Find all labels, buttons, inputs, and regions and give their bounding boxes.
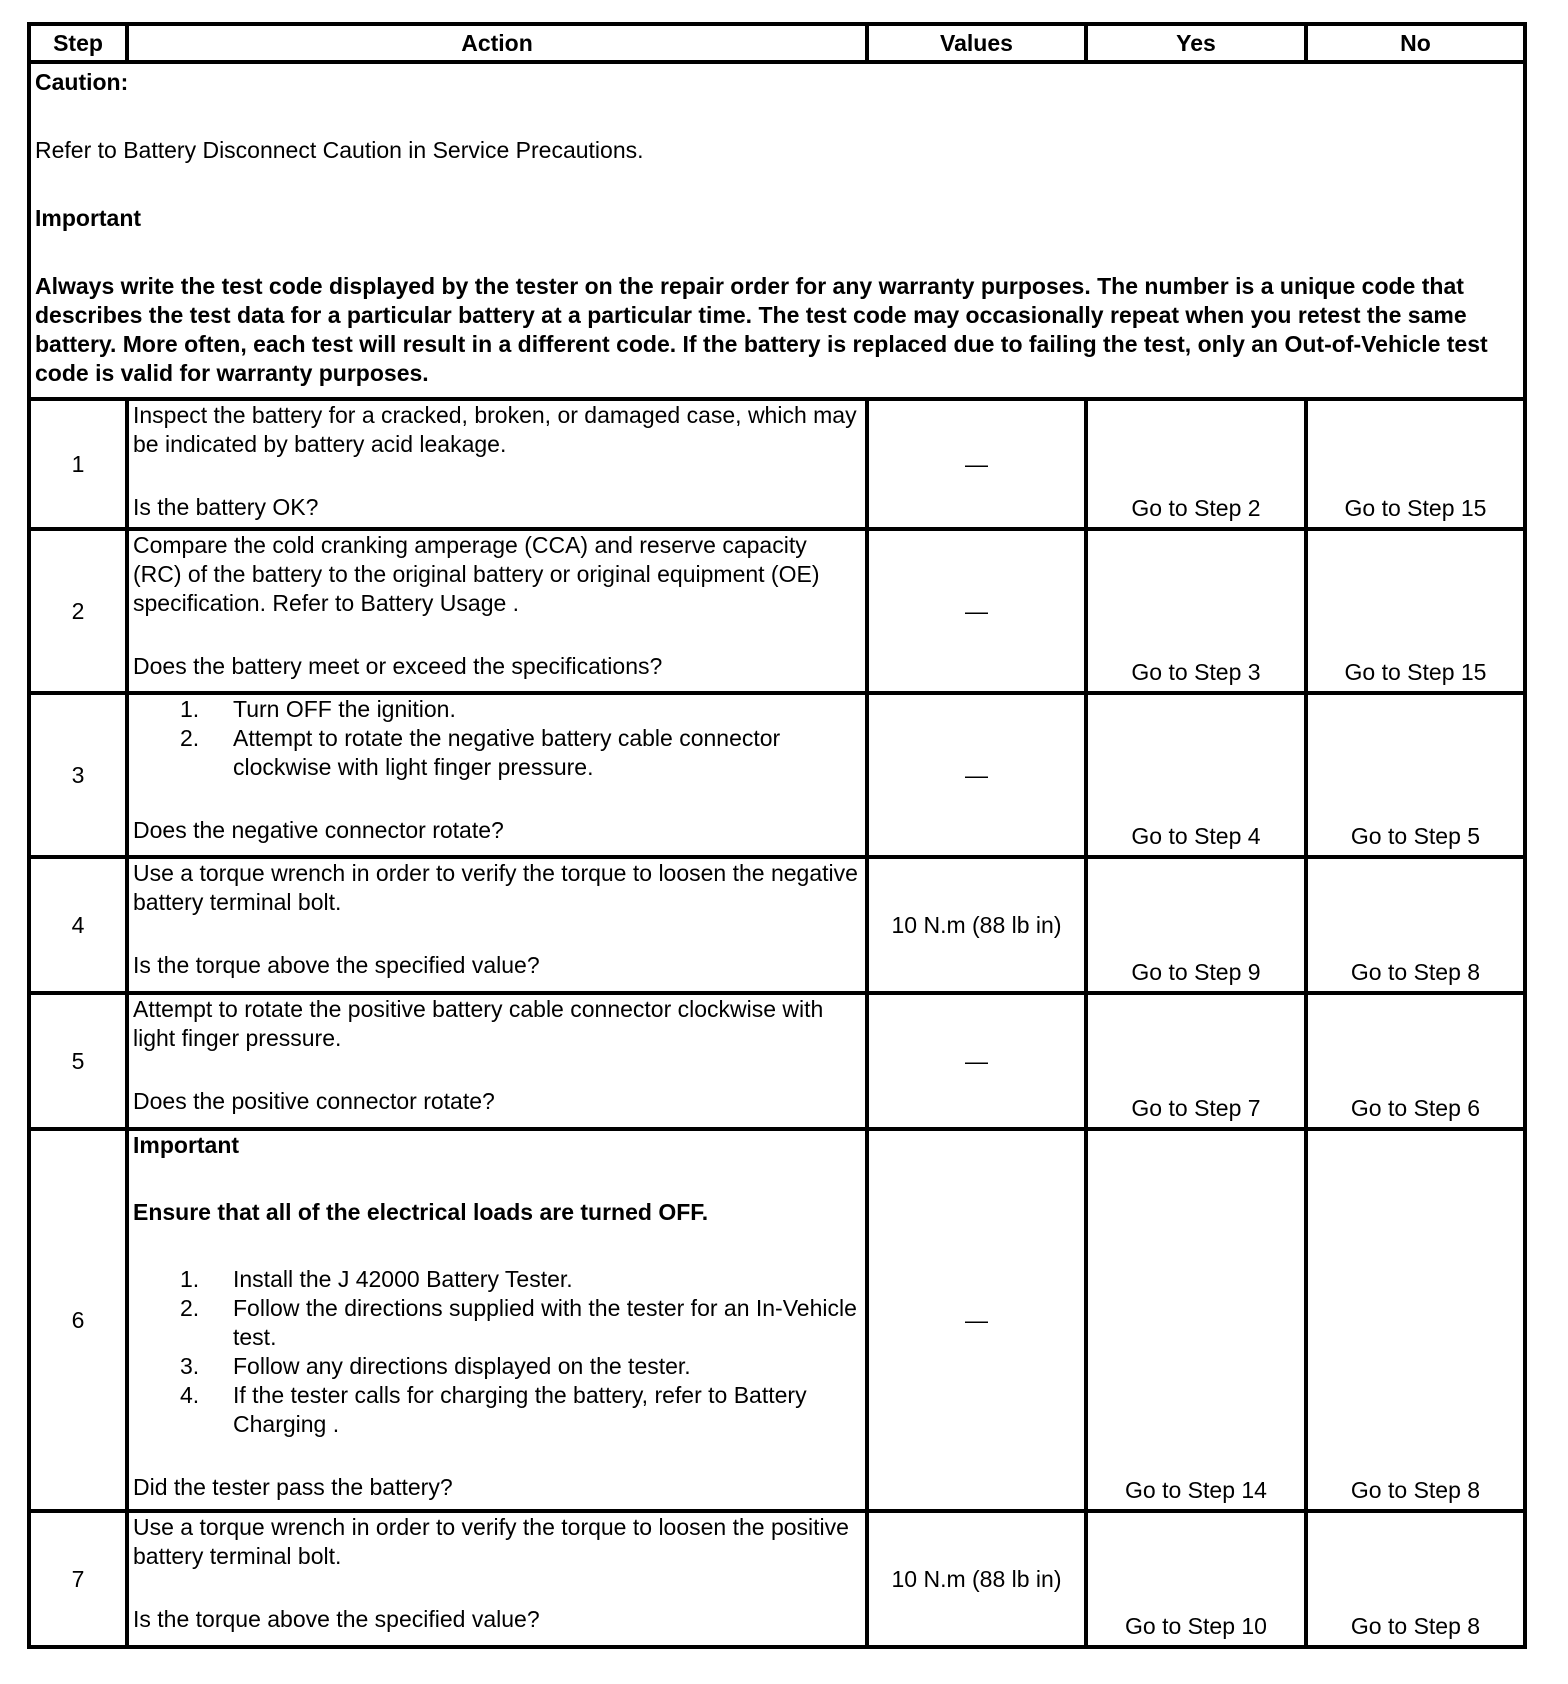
- yes-cell: Go to Step 10: [1086, 1511, 1306, 1647]
- value-cell: —: [867, 1129, 1086, 1511]
- yes-cell: Go to Step 3: [1086, 529, 1306, 693]
- step-row: [29, 857, 1525, 993]
- action-cell: [127, 1511, 867, 1647]
- action-cell: [127, 857, 867, 993]
- header-no: No: [1306, 24, 1525, 62]
- no-cell: Go to Step 15: [1306, 399, 1525, 529]
- list-item: [180, 695, 861, 724]
- step-number: 6: [29, 1129, 127, 1511]
- action-text: Use a torque wrench in order to verify the torque to loosen the positive battery terminal bolt.: [133, 1514, 849, 1569]
- step-number: 4: [29, 857, 127, 993]
- important-text: Always write the test code displayed by the tester on the repair order for any warranty purposes. The number is a unique code that describes the test data for a particular battery at a particular time. The test code may occasionally repeat when you retest the same battery. More often, each test will result in a different code. If the battery is replaced due to failing the test, only an Out-of-Vehicle test code is valid for warranty purposes.: [35, 273, 1488, 386]
- list-item-text: Follow the directions supplied with the tester for an In-Vehicle test.: [233, 1295, 857, 1350]
- list-item-text: Follow any directions displayed on the tester.: [233, 1353, 691, 1379]
- action-question: Does the negative connector rotate?: [133, 817, 504, 843]
- important-text: Ensure that all of the electrical loads are turned OFF.: [133, 1199, 709, 1225]
- value-cell: 10 N.m (88 lb in): [867, 857, 1086, 993]
- list-item: [180, 1352, 861, 1381]
- list-item: [180, 724, 861, 782]
- action-cell: [127, 399, 867, 529]
- caution-title: Caution:: [35, 69, 129, 95]
- step-row: [29, 529, 1525, 693]
- caution-row: [29, 62, 1525, 399]
- step-number: 1: [29, 399, 127, 529]
- yes-cell: Go to Step 2: [1086, 399, 1306, 529]
- value-cell: —: [867, 693, 1086, 857]
- header-yes: Yes: [1086, 24, 1306, 62]
- action-list: [133, 1265, 861, 1439]
- diagnostic-table: [27, 22, 1527, 1649]
- no-cell: Go to Step 8: [1306, 1511, 1525, 1647]
- action-question: Is the torque above the specified value?: [133, 952, 540, 978]
- list-item-number: 4.: [180, 1382, 200, 1408]
- action-question: Did the tester pass the battery?: [133, 1474, 453, 1500]
- list-item-text: Turn OFF the ignition.: [233, 696, 456, 722]
- yes-cell: Go to Step 7: [1086, 993, 1306, 1129]
- step-number: 5: [29, 993, 127, 1129]
- step-row: [29, 399, 1525, 529]
- yes-cell: Go to Step 9: [1086, 857, 1306, 993]
- action-question: Is the torque above the specified value?: [133, 1606, 540, 1632]
- caution-cell: [29, 62, 1525, 399]
- no-cell: Go to Step 6: [1306, 993, 1525, 1129]
- yes-cell: Go to Step 14: [1086, 1129, 1306, 1511]
- step-number: 7: [29, 1511, 127, 1647]
- list-item-text: Install the J 42000 Battery Tester.: [233, 1266, 573, 1292]
- list-item-text: Attempt to rotate the negative battery cable connector clockwise with light finger pressure.: [233, 725, 781, 780]
- action-text: Use a torque wrench in order to verify the torque to loosen the negative battery terminal bolt.: [133, 860, 858, 915]
- step-row: [29, 1511, 1525, 1647]
- important-title: Important: [35, 205, 142, 231]
- list-item-number: 3.: [180, 1353, 200, 1379]
- list-item: [180, 1294, 861, 1352]
- step-number: 3: [29, 693, 127, 857]
- header-action: Action: [127, 24, 867, 62]
- value-cell: —: [867, 399, 1086, 529]
- yes-cell: Go to Step 4: [1086, 693, 1306, 857]
- caution-text: Refer to Battery Disconnect Caution in Service Precautions.: [35, 137, 644, 163]
- list-item-number: 2.: [180, 725, 200, 751]
- action-cell: [127, 693, 867, 857]
- no-cell: Go to Step 8: [1306, 857, 1525, 993]
- no-cell: Go to Step 15: [1306, 529, 1525, 693]
- action-cell: [127, 1129, 867, 1511]
- list-item: [180, 1265, 861, 1294]
- no-cell: Go to Step 8: [1306, 1129, 1525, 1511]
- action-cell: [127, 993, 867, 1129]
- action-list: [133, 695, 861, 782]
- list-item: [180, 1381, 861, 1439]
- action-question: Is the battery OK?: [133, 494, 319, 520]
- diagnostic-table-wrapper: [27, 22, 1523, 1649]
- action-question: Does the positive connector rotate?: [133, 1088, 495, 1114]
- step-row: [29, 993, 1525, 1129]
- no-cell: Go to Step 5: [1306, 693, 1525, 857]
- action-question: Does the battery meet or exceed the specifications?: [133, 653, 663, 679]
- action-text: Compare the cold cranking amperage (CCA) and reserve capacity (RC) of the battery to the original battery or original equipment (OE) specification. Refer to Battery Usage .: [133, 532, 820, 616]
- value-cell: —: [867, 529, 1086, 693]
- list-item-text: If the tester calls for charging the battery, refer to Battery Charging .: [233, 1382, 807, 1437]
- value-cell: 10 N.m (88 lb in): [867, 1511, 1086, 1647]
- step-number: 2: [29, 529, 127, 693]
- header-row: [29, 24, 1525, 62]
- action-text: Attempt to rotate the positive battery cable connector clockwise with light finger pressure.: [133, 996, 824, 1051]
- action-text: Inspect the battery for a cracked, broken, or damaged case, which may be indicated by battery acid leakage.: [133, 402, 857, 457]
- header-values: Values: [867, 24, 1086, 62]
- action-cell: [127, 529, 867, 693]
- header-step: Step: [29, 24, 127, 62]
- list-item-number: 1.: [180, 696, 200, 722]
- step-row: [29, 693, 1525, 857]
- list-item-number: 2.: [180, 1295, 200, 1321]
- value-cell: —: [867, 993, 1086, 1129]
- list-item-number: 1.: [180, 1266, 200, 1292]
- important-title: Important: [133, 1132, 240, 1158]
- step-row: [29, 1129, 1525, 1511]
